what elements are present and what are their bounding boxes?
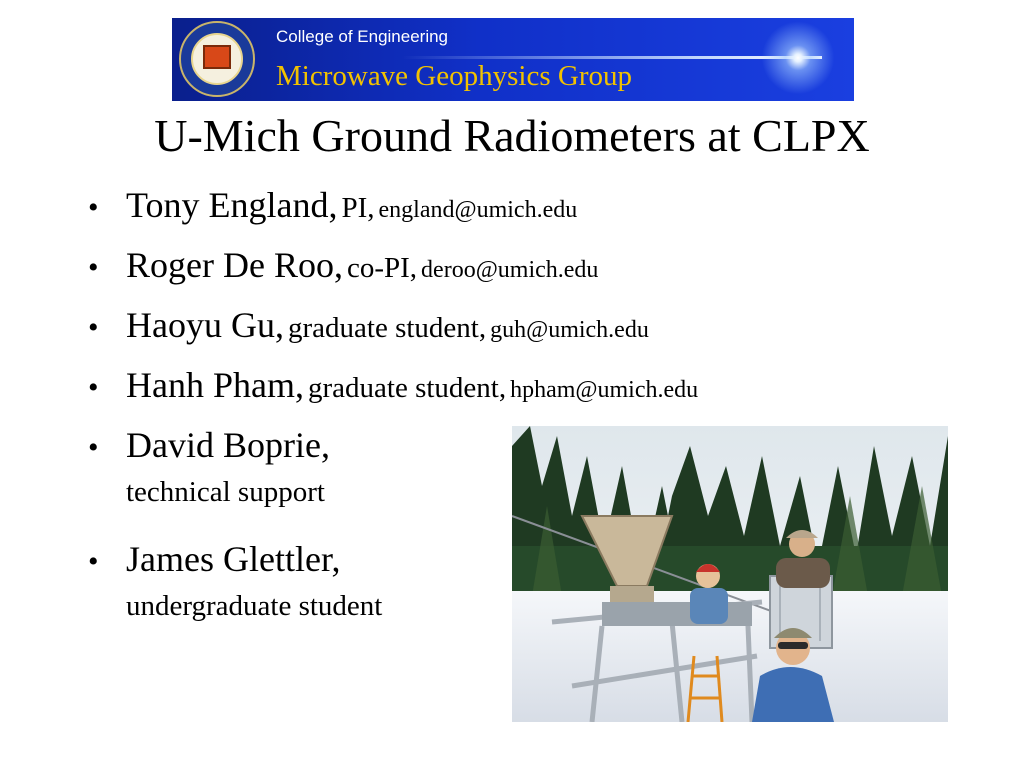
person-email: hpham@umich.edu [510, 377, 699, 403]
field-photo-illustration [512, 426, 948, 722]
person-name: David Boprie, [126, 425, 330, 465]
person-email: guh@umich.edu [490, 317, 649, 343]
person-name: James Glettler, [126, 539, 341, 579]
person-role: graduate student, [287, 312, 487, 344]
person-role: undergraduate student [126, 590, 383, 622]
instrument-platform [602, 602, 752, 626]
bullet-dot: • [88, 431, 99, 464]
person-role: PI, [341, 192, 375, 224]
person-name: Roger De Roo, [126, 245, 343, 285]
banner-light-flare [732, 18, 852, 101]
field-photo [512, 426, 948, 722]
bullet-dot: • [88, 251, 99, 284]
person-name: Tony England, [126, 185, 338, 225]
bullet-dot: • [88, 545, 99, 578]
bullet-dot: • [88, 311, 99, 344]
banner-group-text: Microwave Geophysics Group [276, 60, 632, 92]
person-name: Hanh Pham, [126, 365, 304, 405]
bullet-dot: • [88, 371, 99, 404]
slide-title: U-Mich Ground Radiometers at CLPX [154, 110, 870, 161]
person-email: deroo@umich.edu [421, 257, 599, 283]
bullet-dot: • [88, 191, 99, 224]
university-seal-logo [179, 21, 255, 97]
seal-book-icon [203, 45, 231, 69]
person-email: england@umich.edu [378, 197, 578, 223]
person-name: Haoyu Gu, [126, 305, 284, 345]
header-banner [172, 18, 854, 101]
person-role: graduate student, [307, 372, 507, 404]
person-role: technical support [126, 476, 325, 508]
banner-college-text: College of Engineering [276, 27, 449, 46]
person-role: co-PI, [346, 252, 418, 284]
